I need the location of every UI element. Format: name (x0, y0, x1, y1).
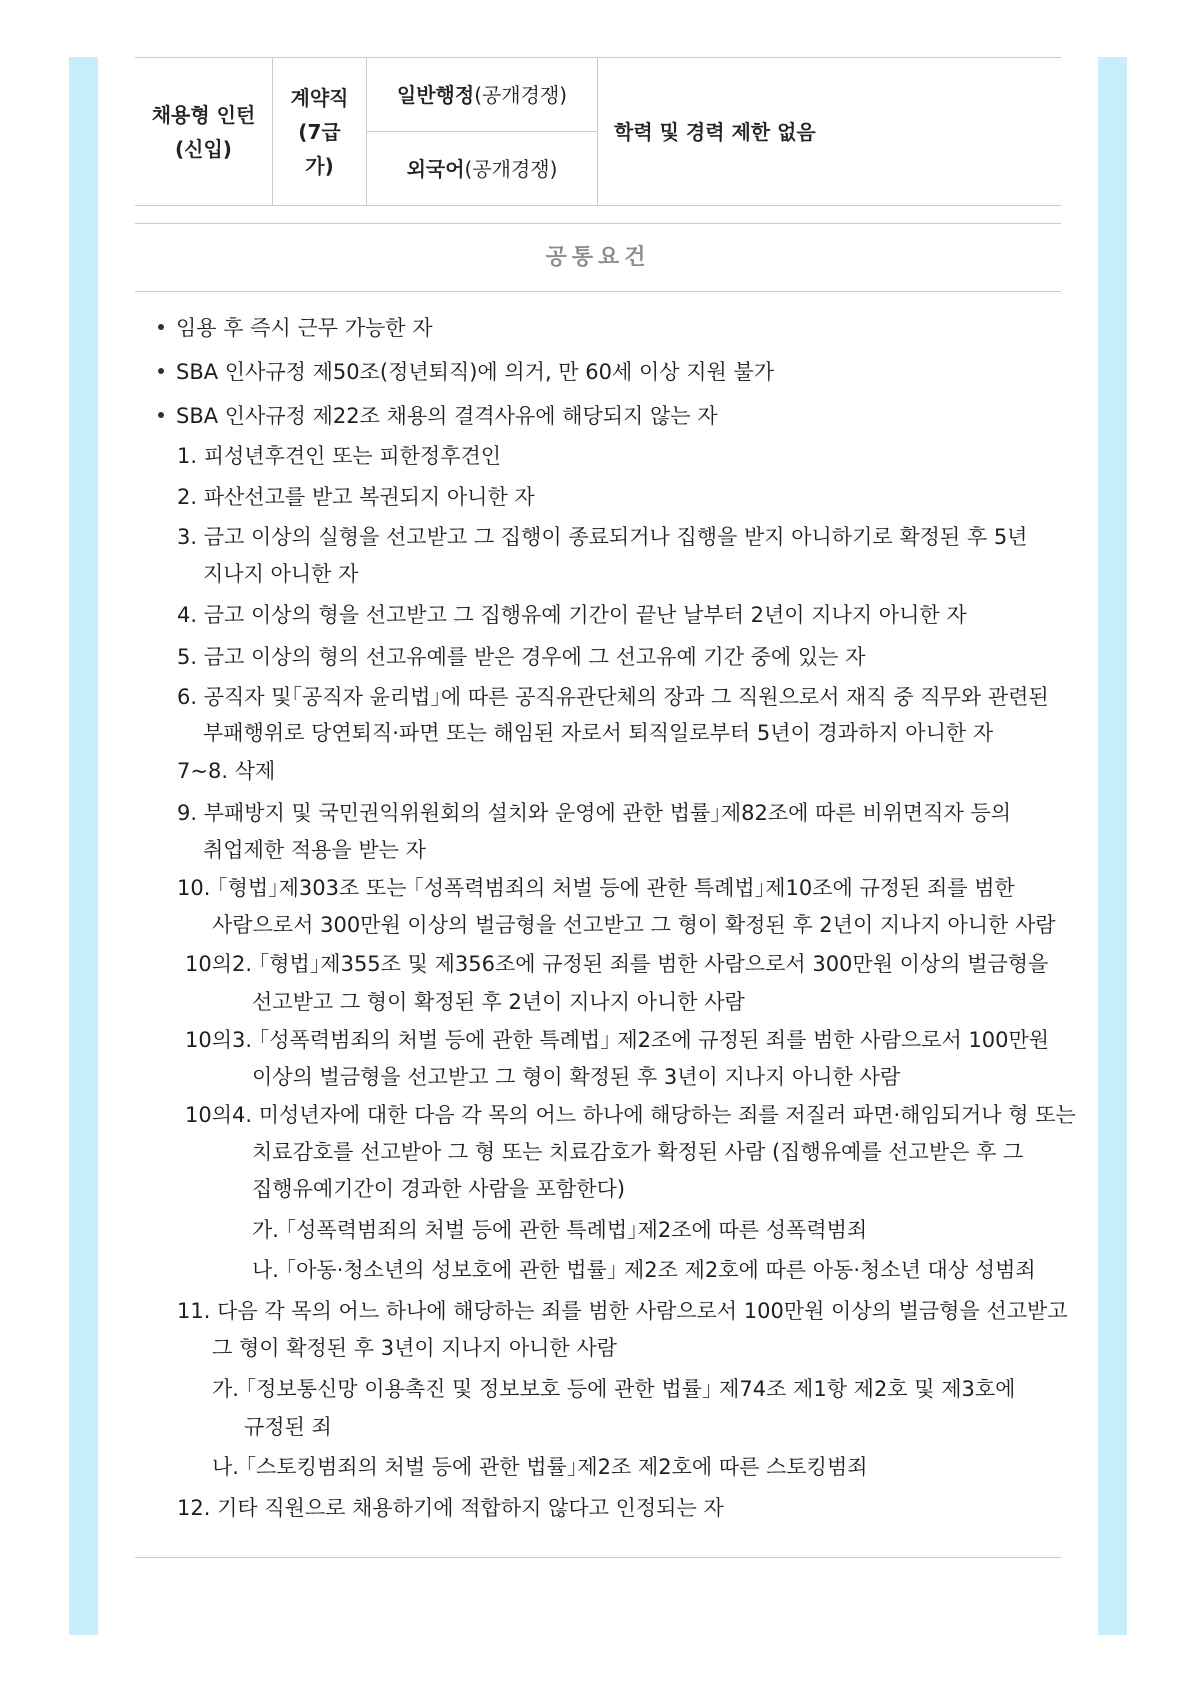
list-item-continuation: 취업제한 적용을 받는 자 (203, 838, 426, 862)
category-line1: 채용형 인턴 (151, 102, 256, 127)
left-decorative-bar (69, 57, 98, 1635)
sub-item: 나. ｢아동·청소년의 성보호에 관한 법률｣ 제2조 제2호에 따른 아동·청소년 대상 성범죄 (252, 1258, 1036, 1282)
list-item: 5. 금고 이상의 형의 선고유예를 받은 경우에 그 선고유예 기간 중에 있는 자 (177, 645, 866, 669)
list-item: 10의2. ｢형법｣제355조 및 제356조에 규정된 죄를 범한 사람으로서 300만원 이상의 벌금형을 (185, 952, 1049, 976)
list-item: 10의4. 미성년자에 대한 다음 각 목의 어느 하나에 해당하는 죄를 저질러 파면·해임되거나 형 또는 (185, 1103, 1076, 1127)
field2-method: (공개경쟁) (464, 156, 558, 181)
right-decorative-bar (1098, 57, 1127, 1635)
bullet-item: SBA 인사규정 제22조 채용의 결격사유에 해당되지 않는 자 (158, 402, 718, 430)
list-item-continuation: 치료감호를 선고받아 그 형 또는 치료감호가 확정된 사람 (집행유예를 선고받은 후 그 (252, 1140, 1024, 1164)
field1-name: 일반행정 (396, 82, 475, 107)
bullet-dot-icon (158, 368, 164, 374)
requirements-list (135, 0, 1076, 1684)
sub-item: 가. ｢정보통신망 이용촉진 및 정보보호 등에 관한 법률｣ 제74조 제1항 제2호 및 제3호에 (212, 1377, 1016, 1401)
list-item-continuation: 집행유예기간이 경과한 사람을 포함한다) (252, 1177, 626, 1201)
list-item: 10의3. ｢성폭력범죄의 처벌 등에 관한 특례법｣ 제2조에 규정된 죄를 범한 사람으로서 100만원 (185, 1028, 1050, 1052)
bottom-divider (135, 1557, 1061, 1558)
list-item: 7~8. 삭제 (177, 759, 276, 783)
section-title: 공통요건 (545, 245, 651, 270)
bullet-item: 임용 후 즉시 근무 가능한 자 (158, 314, 433, 342)
bullet-dot-icon (158, 324, 164, 330)
list-item: 11. 다음 각 목의 어느 하나에 해당하는 죄를 범한 사람으로서 100만원 이상의 벌금형을 선고받고 (177, 1299, 1068, 1323)
list-item-continuation: 선고받고 그 형이 확정된 후 2년이 지나지 아니한 사람 (252, 990, 745, 1014)
type-line3: 가) (305, 153, 334, 178)
field1-method: (공개경쟁) (474, 82, 568, 107)
list-item: 6. 공직자 및｢공직자 윤리법｣에 따른 공직유관단체의 장과 그 직원으로서 재직 중 직무와 관련된 (177, 685, 1049, 709)
bullet-dot-icon (158, 412, 164, 418)
list-item-continuation: 이상의 벌금형을 선고받고 그 형이 확정된 후 3년이 지나지 아니한 사람 (252, 1065, 901, 1089)
field2-name: 외국어 (406, 156, 465, 181)
list-item: 12. 기타 직원으로 채용하기에 적합하지 않다고 인정되는 자 (177, 1496, 724, 1520)
list-item: 1. 피성년후견인 또는 피한정후견인 (177, 444, 502, 468)
list-item: 3. 금고 이상의 실형을 선고받고 그 집행이 종료되거나 집행을 받지 아니하기로 확정된 후 5년 (177, 525, 1028, 549)
list-item: 4. 금고 이상의 형을 선고받고 그 집행유예 기간이 끝난 날부터 2년이 지나지 아니한 자 (177, 603, 967, 627)
list-item-continuation: 그 형이 확정된 후 3년이 지나지 아니한 사람 (212, 1336, 617, 1360)
list-item-continuation: 지나지 아니한 자 (203, 562, 359, 586)
sub-item: 나. ｢스토킹범죄의 처벌 등에 관한 법률｣제2조 제2호에 따른 스토킹범죄 (212, 1455, 868, 1479)
sub-item: 가. ｢성폭력범죄의 처벌 등에 관한 특례법｣제2조에 따른 성폭력범죄 (252, 1218, 868, 1242)
list-item-continuation: 사람으로서 300만원 이상의 벌금형을 선고받고 그 형이 확정된 후 2년이 지나지 아니한 사람 (212, 913, 1056, 937)
list-item: 9. 부패방지 및 국민권익위원회의 설치와 운영에 관한 법률｣제82조에 따른 비위면직자 등의 (177, 801, 1012, 825)
list-item-continuation: 부패행위로 당연퇴직·파면 또는 해임된 자로서 퇴직일로부터 5년이 경과하지 아니한 자 (203, 721, 994, 745)
type-line2: (7급 (298, 119, 341, 144)
bullet-item: SBA 인사규정 제50조(정년퇴직)에 의거, 만 60세 이상 지원 불가 (158, 358, 774, 386)
qualification-text: 학력 및 경력 제한 없음 (614, 119, 816, 144)
type-line1: 계약직 (290, 85, 349, 110)
list-item: 2. 파산선고를 받고 복권되지 아니한 자 (177, 485, 535, 509)
list-item: 10. ｢형법｣제303조 또는 ｢성폭력범죄의 처벌 등에 관한 특례법｣제10조에 규정된 죄를 범한 (177, 876, 1015, 900)
category-line2: (신입) (175, 136, 232, 161)
sub-item-continuation: 규정된 죄 (244, 1415, 332, 1439)
